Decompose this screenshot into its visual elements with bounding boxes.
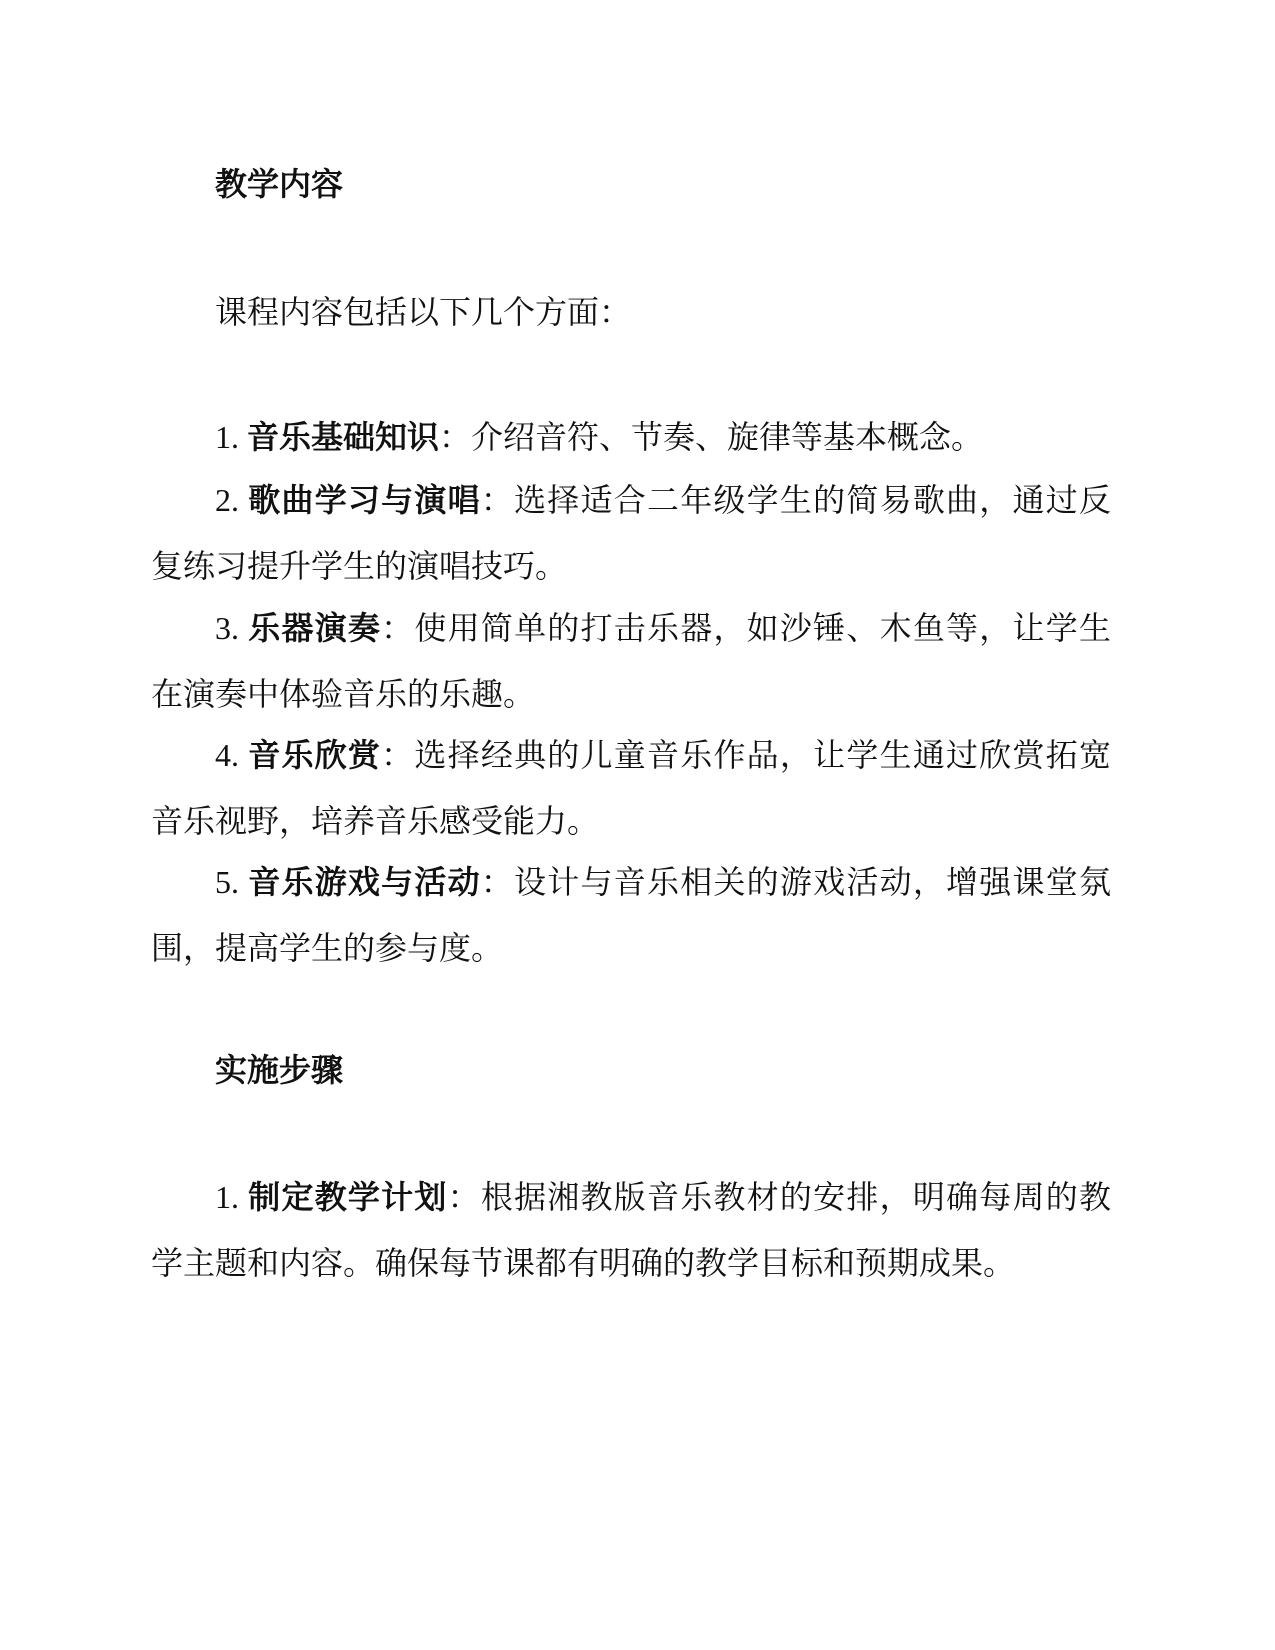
item-number: 2.: [215, 482, 249, 518]
item-number: 5.: [215, 864, 249, 900]
item-colon: ：: [480, 481, 515, 519]
item-text: 使用简单的打击乐器，如沙锤、木鱼等，让学生在演奏中体验音乐的乐趣。: [151, 609, 1111, 713]
list-item: [151, 1164, 1111, 1296]
item-number: 4.: [215, 737, 249, 773]
item-term: 音乐欣赏: [248, 736, 382, 774]
list-item: [151, 595, 1111, 727]
item-text: 根据湘教版音乐教材的安排，明确每周的教学主题和内容。确保每节课都有明确的教学目标和预期成果。: [151, 1178, 1111, 1282]
item-number: 1.: [215, 1179, 249, 1215]
item-colon: ：: [381, 736, 415, 774]
item-term: 歌曲学习与演唱: [248, 481, 481, 519]
section-heading-implementation-steps: 实施步骤: [215, 1051, 344, 1089]
item-term: 制定教学计划: [248, 1178, 448, 1216]
item-colon: ：: [381, 609, 415, 647]
item-text: 设计与音乐相关的游戏活动，增强课堂氛围，提高学生的参与度。: [151, 863, 1111, 967]
item-colon: ：: [480, 863, 515, 901]
item-colon: ：: [439, 418, 472, 456]
list-item: [151, 722, 1111, 854]
item-text: 介绍音符、节奏、旋律等基本概念。: [471, 418, 984, 456]
intro-text: 课程内容包括以下几个方面：: [215, 293, 632, 331]
item-number: 3.: [215, 610, 249, 646]
item-text: 选择经典的儿童音乐作品，让学生通过欣赏拓宽音乐视野，培养音乐感受能力。: [151, 736, 1111, 840]
section-heading-teaching-content: 教学内容: [215, 165, 344, 203]
list-item: [151, 404, 1111, 470]
item-number: 1.: [215, 419, 247, 455]
item-colon: ：: [447, 1178, 481, 1216]
list-item: [151, 467, 1111, 599]
item-term: 音乐基础知识: [247, 418, 440, 456]
list-item: [151, 849, 1111, 981]
item-text: 选择适合二年级学生的简易歌曲，通过反复练习提升学生的演唱技巧。: [151, 481, 1111, 585]
item-term: 音乐游戏与活动: [248, 863, 481, 901]
item-term: 乐器演奏: [248, 609, 382, 647]
